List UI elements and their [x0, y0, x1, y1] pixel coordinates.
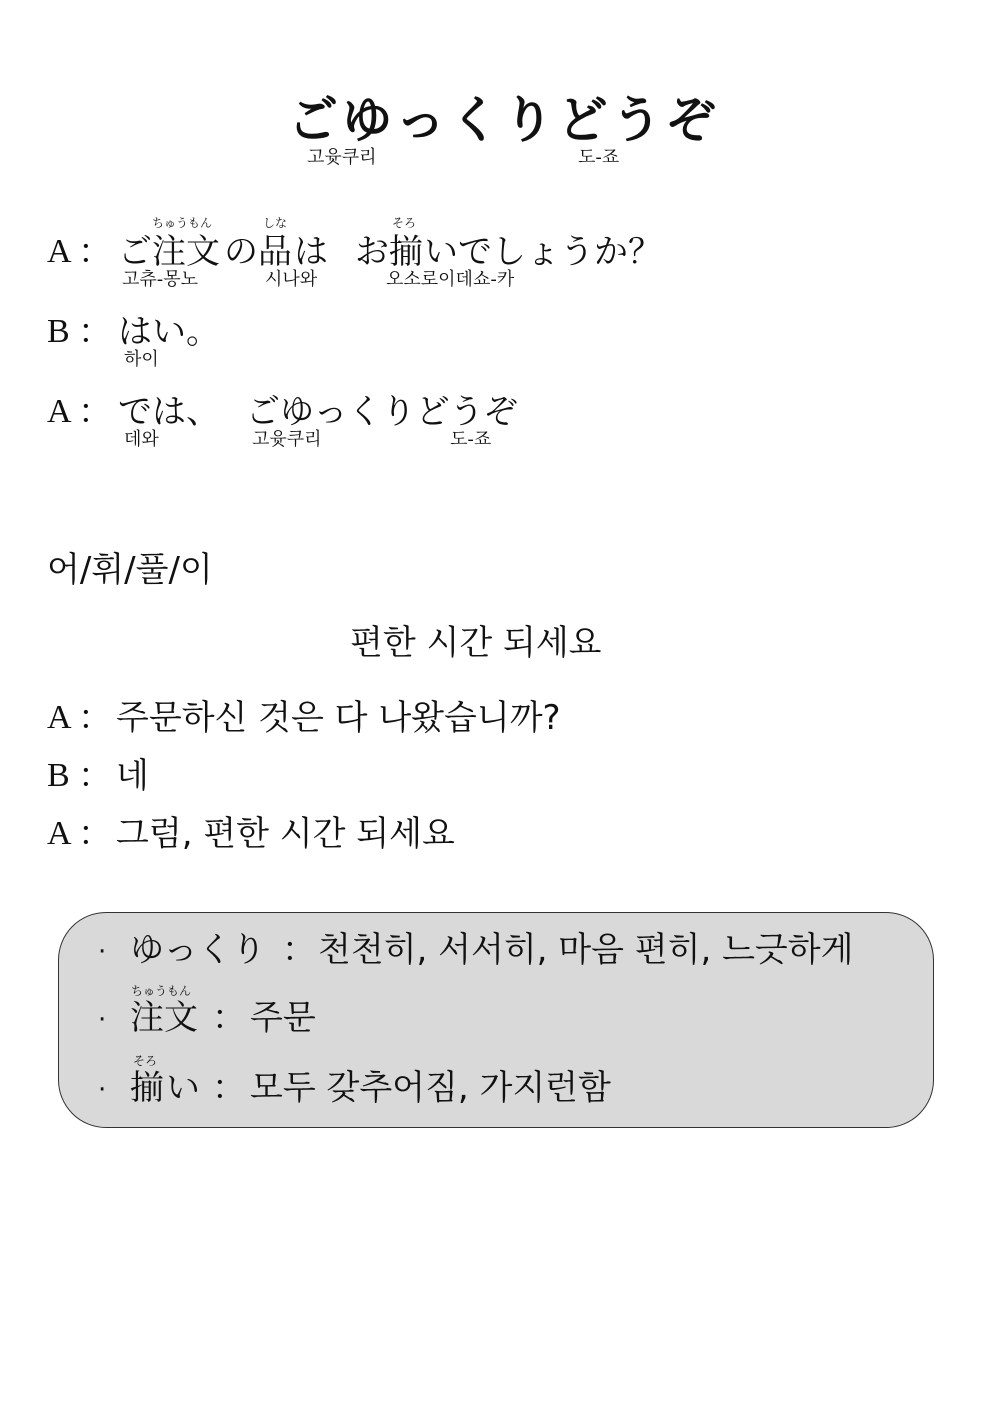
speaker-label: B [47, 313, 70, 350]
ruby-soro: そろ [392, 216, 417, 230]
jp-text-soro: 揃 [389, 232, 423, 272]
vocab-term-kanji: 揃 [130, 1068, 164, 1108]
colon: ： [78, 756, 112, 796]
jp-text: はい。 [118, 312, 220, 352]
ruby-chumon: ちゅうもん [152, 216, 213, 230]
jp-text-ideshouka: いでしょうか？ [424, 232, 662, 272]
vocab-ruby: そろ [133, 1054, 158, 1068]
pronunciation: 도-죠 [450, 429, 492, 450]
translation-text: 그럼, 편한 시간 되세요 [116, 814, 455, 854]
speaker-label: B [47, 757, 70, 794]
jp-text-chumon: 注文 [152, 232, 220, 272]
title-pronunciation-2: 도-죠 [578, 147, 620, 168]
pronunciation: 고윳쿠리 [252, 429, 322, 450]
speaker-label: A [47, 393, 72, 430]
speaker-label: A [47, 699, 72, 736]
pronunciation: 데와 [124, 429, 159, 450]
title-pronunciation-1: 고윳쿠리 [307, 147, 377, 168]
jp-text-shina: 品 [258, 232, 292, 272]
colon: ： [78, 698, 112, 738]
vocab-separator: ： [212, 998, 246, 1038]
vocab-term: 注文 [130, 998, 198, 1038]
colon: ： [78, 392, 112, 432]
translation-text: 주문하신 것은 다 나왔습니까? [116, 698, 561, 738]
translation-title: 편한 시간 되세요 [350, 623, 602, 663]
vocab-heading: 어/휘/풀/이 [47, 550, 213, 590]
vocab-separator: ： [282, 930, 316, 970]
bullet: · [98, 1075, 107, 1105]
colon: ： [78, 232, 112, 272]
jp-text-go: ご [118, 232, 152, 272]
vocab-meaning: 주문 [250, 998, 316, 1038]
vocab-meaning: 천천히, 서서히, 마음 편히, 느긋하게 [318, 930, 854, 970]
colon: ： [78, 312, 112, 352]
vocab-separator: ： [212, 1068, 246, 1108]
pronunciation: 고츄-몽노 [122, 269, 199, 290]
bullet: · [98, 1005, 107, 1035]
ruby-shina: しな [263, 216, 288, 230]
pronunciation: 오소로이데쇼-카 [386, 269, 515, 290]
speaker-label: A [47, 233, 72, 270]
page-title: ごゆっくりどうぞ [288, 90, 720, 149]
vocab-meaning: 모두 갖추어짐, 가지런함 [250, 1068, 611, 1108]
pronunciation: 하이 [124, 349, 159, 370]
pronunciation: 시나와 [265, 269, 318, 290]
vocab-term-kana: い [166, 1068, 200, 1108]
speaker-label: A [47, 815, 72, 852]
translation-text: 네 [116, 756, 149, 796]
vocab-ruby: ちゅうもん [131, 984, 192, 998]
jp-text-o: お [355, 232, 389, 272]
colon: ： [78, 814, 112, 854]
jp-text-no: の [224, 232, 258, 272]
jp-text-wa: は [294, 232, 328, 272]
jp-text-dewa: では、 [118, 392, 220, 432]
vocab-term: ゆっくり [130, 930, 266, 970]
bullet: · [98, 937, 107, 967]
jp-text-goyukkuri: ごゆっくりどうぞ [246, 392, 518, 432]
